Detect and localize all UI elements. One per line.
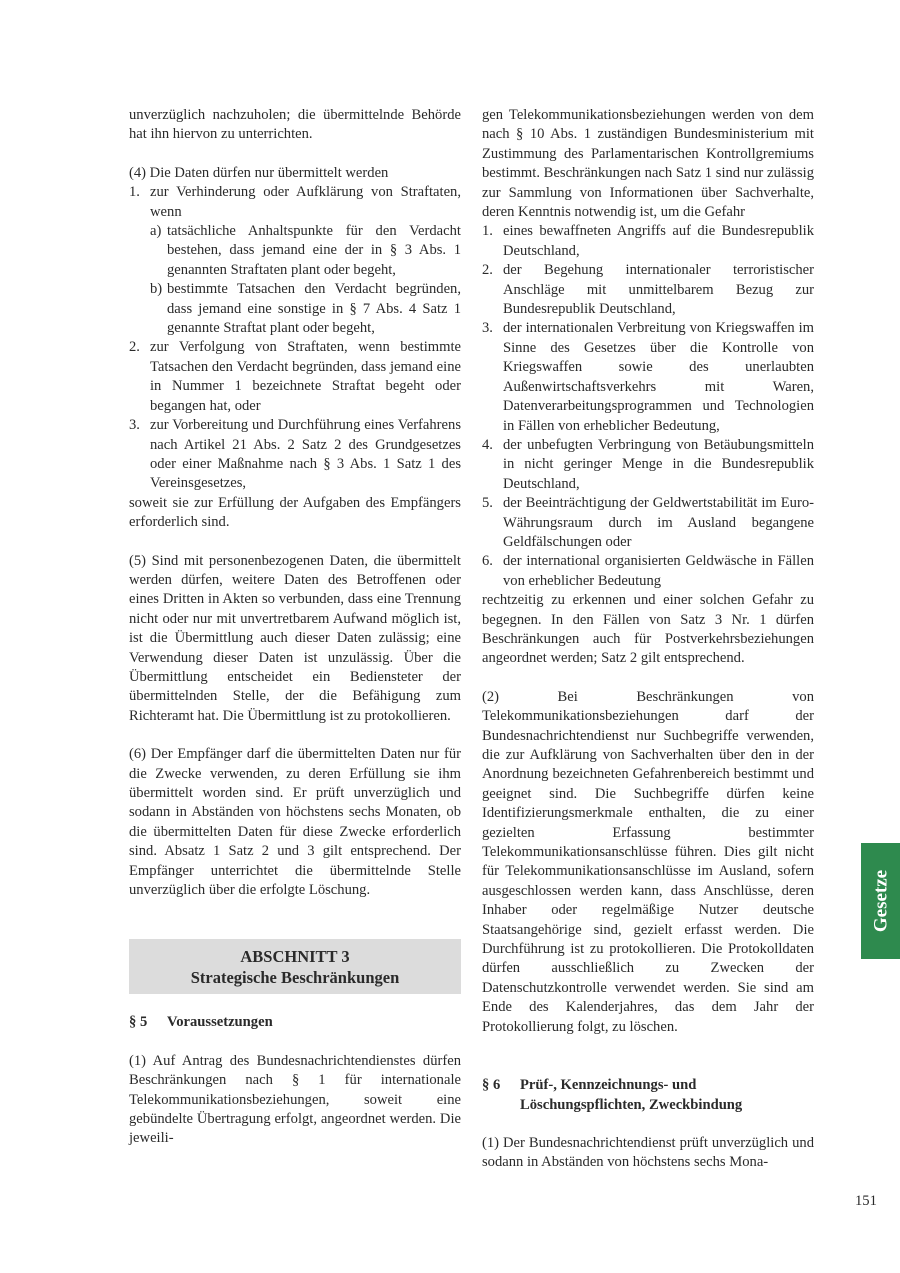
list-number: a) [150,223,162,240]
list-item [482,494,814,552]
list-number: 1. [129,184,140,201]
list-item [129,338,461,416]
paragraph-4-outro: soweit sie zur Erfüllung der Aufgaben des Empfängers erforderlich sind. [129,494,461,531]
paragraph-6: (6) Der Empfänger darf die übermittelten Daten nur für die Zwecke verwenden, zu deren Erfüllung sie ihm übermittelt worden sind. Er prüft unverzüglich und sodann in Abständen von höchstens sechs Monaten, ob die übermittelten Daten für diese Zwecke erforderlich sind. Absatz 1 Satz 2 und 3 gilt entsprechend. Der Empfänger unterrichtet die übermittelnde Stelle unverzüglich über die erfolgte Löschung. [129,746,461,899]
list-text: der unbefugten Verbringung von Betäubungsmitteln in nicht geringer Menge in die Bundesrepublik Deutschland, [503,436,814,492]
list-text: zur Verhinderung oder Aufklärung von Straftaten, wenn [150,184,461,220]
list-text: der Beeinträchtigung der Geldwertstabilität im Euro-Währungsraum durch im Ausland begangene Geldfälschungen oder [503,495,814,550]
list-item [482,222,814,261]
list-text: der Begehung internationaler terroristischer Anschläge mit unmittelbarem Bezug zur Bundesrepublik Deutschland, [503,262,814,318]
list-number: 4. [482,436,493,453]
paragraph-continuation: unverzüglich nachzuholen; die übermittelnde Behörde hat ihn hiervon zu unterrichten. [129,107,461,143]
sub-list-item [129,280,461,338]
section-header [129,939,461,994]
section-5-heading [129,1013,461,1032]
chapter-tab-label: Gesetze [869,869,891,933]
section-5-paragraph-1: (1) Auf Antrag des Bundesnachrichtendienstes dürfen Beschränkungen nach § 1 für internationale Telekommunikationsbeziehungen, soweit eine gebündelte Übertragung erfolgt, angeordnet werden. Die jeweili- [129,1052,461,1147]
list-item [129,416,461,494]
paragraph-continuation: gen Telekommunikationsbeziehungen werden von dem nach § 10 Abs. 1 zuständigen Bundesministerium mit Zustimmung des Parlamentarischen Kontrollgremiums bestimmt. Beschränkungen nach Satz 1 sind nur zulässig zur Sammlung von Informationen über Sachverhalte, deren Kenntnis notwendig ist, um die Gefahr [482,107,814,221]
paragraph-4-intro: (4) Die Daten dürfen nur übermittelt werden [129,164,389,181]
section-number: § 5 [129,1014,148,1031]
list-number: 5. [482,495,493,512]
section-heading-title: Prüf-, Kennzeichnungs- und [520,1077,697,1094]
list-number: 3. [129,417,140,434]
paragraph-2: (2) Bei Beschränkungen von Telekommunikationsbeziehungen darf der Bundesnachrichtendienst nur Suchbegriffe verwenden, die zur Aufklärung von Sachverhalten über den in der Anordnung bezeichneten Gefahrenbereich bestimmt und geeignet sind. Die Suchbegriffe dürfen keine Identifizierungsmerkmale enthalten, die zu einer gezielten Erfassung bestimmter Telekommunikationsanschlüsse führen. Dies gilt nicht für Telekommunikationsanschlüsse im Ausland, sofern ausgeschlossen werden kann, dass Anschlüsse, deren Inhaber oder regelmäßige Nutzer deutsche Staatsangehörige sind, gezielt erfasst werden. Die Durchführung ist zu protokollieren. Die Protokolldaten dürfen ausschließlich zu Zwecken der Datenschutzkontrolle verwendet werden. Sie sind am Ende des Kalenderjahres, das dem Jahr der Protokollierung folgt, zu löschen. [482,688,814,1035]
section-label: ABSCHNITT 3 [240,947,350,967]
paragraph-outro: rechtzeitig zu erkennen und einer solchen Gefahr zu begegnen. In den Fällen von Satz 3 Nr. 1 dürfen Beschränkungen auch für Postverkehrsbeziehungen angeordnet werden; Satz 2 gilt entsprechend. [482,592,814,667]
list-text: der internationalen Verbreitung von Kriegswaffen im Sinne des Gesetzes über die Kontrolle von Kriegswaffen sowie des unerlaubten Außenwirtschaftsverkehrs mit Waren, Datenverarbeitungsprogrammen und Technologien in Fällen von erheblicher Bedeutung, [503,320,814,434]
list-number: 2. [482,262,493,279]
list-item [482,319,814,435]
list-number: 2. [129,339,140,356]
section-6-paragraph-1: (1) Der Bundesnachrichtendienst prüft unverzüglich und sodann in Abständen von höchstens sechs Mona- [482,1134,814,1171]
list-number: b) [150,281,163,298]
section-heading-title-line-2: Löschungspflichten, Zweckbindung [520,1096,743,1113]
list-text: eines bewaffneten Angriffs auf die Bundesrepublik Deutschland, [503,223,814,259]
section-6-heading [482,1076,814,1115]
list-item [129,183,461,222]
list-text: bestimmte Tatsachen den Verdacht begründen, dass jemand eine sonstige in § 7 Abs. 4 Satz 1 genannte Straftat plant oder begeht, [167,281,461,337]
list-item [482,552,814,591]
section-heading-title: Voraussetzungen [167,1014,273,1031]
list-text: tatsächliche Anhaltspunkte für den Verdacht bestehen, dass jemand eine der in § 3 Abs. 1 genannten Straftaten plant oder begeht, [167,223,461,278]
list-number: 1. [482,223,493,240]
paragraph-5: (5) Sind mit personenbezogenen Daten, die übermittelt werden dürfen, weitere Daten des Betroffenen oder eines Dritten in Akten so verbunden, dass eine Trennung nicht oder nur mit unvertretbarem Aufwand möglich ist, ist die Übermittlung auch dieser Daten zulässig; eine Verwendung dieser Daten ist unzulässig. Über die Übermittlung entscheidet ein Bediensteter der übermittelnden Stelle, der die Befähigung zum Richteramt hat. Die Übermittlung ist zu protokollieren. [129,552,461,724]
section-title: Strategische Beschränkungen [190,968,400,988]
chapter-tab [861,843,900,959]
list-item [482,436,814,494]
list-text: zur Verfolgung von Straftaten, wenn bestimmte Tatsachen den Verdacht begründen, dass jemand eine in Nummer 1 bezeichnete Straftat begeht oder begangen hat, oder [150,339,461,414]
right-column [482,106,814,1173]
sub-list-item [129,222,461,280]
list-text: zur Vorbereitung und Durchführung eines Verfahrens nach Artikel 21 Abs. 2 Satz 2 des Grundgesetzes oder einer Maßnahme nach § 3 Abs. 1 Satz 1 des Vereinsgesetzes, [150,417,461,492]
list-number: 3. [482,320,493,337]
list-text: der international organisierten Geldwäsche in Fällen von erheblicher Bedeutung [503,553,814,589]
page-number: 151 [855,1193,877,1209]
left-column [129,106,461,1149]
list-number: 6. [482,553,493,570]
list-item [482,261,814,319]
section-number: § 6 [482,1077,501,1094]
